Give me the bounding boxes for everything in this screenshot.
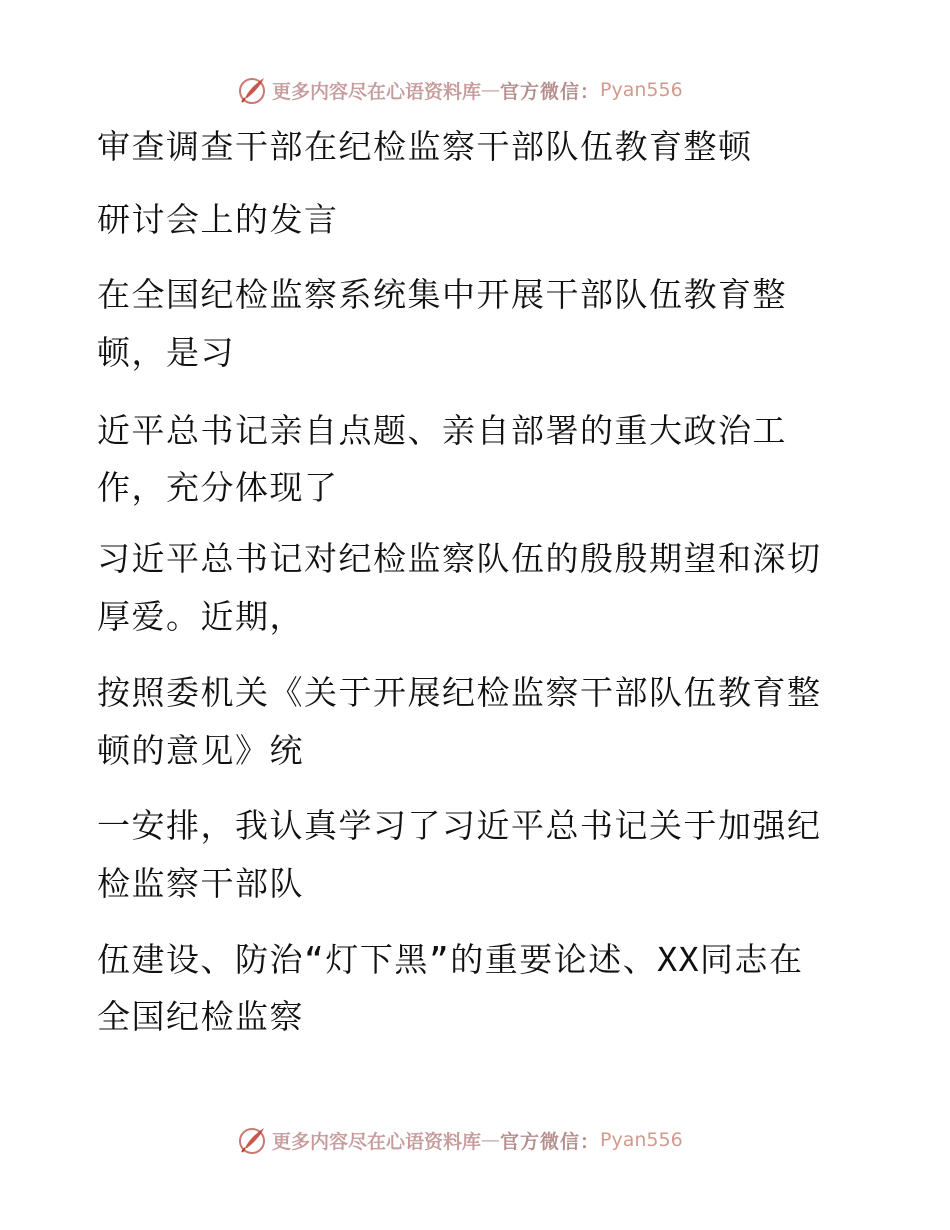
feather-pen-logo-icon <box>236 1124 268 1156</box>
document-line: 顿的意见》统 <box>97 731 304 770</box>
watermark-dash: — <box>481 79 501 101</box>
document-line: 研讨会上的发言 <box>97 200 339 239</box>
document-line: 审查调查干部在纪检监察干部队伍教育整顿 <box>97 127 753 166</box>
document-line: 伍建设、防治“灯下黑”的重要论述、XX同志在 <box>97 940 804 979</box>
document-line: 检监察干部队 <box>97 864 304 903</box>
watermark-dash: — <box>481 1129 501 1151</box>
watermark-account: Pyan556 <box>600 1129 683 1151</box>
watermark-main-text: 更多内容尽在心语资料库 <box>272 80 482 103</box>
watermark-main-text: 更多内容尽在心语资料库 <box>272 1130 482 1153</box>
watermark-sub-text: 官方微信： <box>500 80 601 103</box>
document-line: 厚爱。近期， <box>97 597 304 636</box>
document-line: 在全国纪检监察系统集中开展干部队伍教育整 <box>97 275 787 314</box>
watermark-sub-text: 官方微信： <box>500 1130 601 1153</box>
document-line: 作，充分体现了 <box>97 468 339 507</box>
header-watermark <box>236 73 683 107</box>
document-line: 按照委机关《关于开展纪检监察干部队伍教育整 <box>97 673 822 712</box>
document-line: 习近平总书记对纪检监察队伍的殷殷期望和深切 <box>97 539 822 578</box>
feather-pen-logo-icon <box>236 74 268 106</box>
document-line: 近平总书记亲自点题、亲自部署的重大政治工 <box>97 411 787 450</box>
document-line: 一安排，我认真学习了习近平总书记关于加强纪 <box>97 806 822 845</box>
document-line: 顿，是习 <box>97 333 235 372</box>
footer-watermark <box>236 1123 683 1157</box>
document-line: 全国纪检监察 <box>97 997 304 1036</box>
watermark-account: Pyan556 <box>600 79 683 101</box>
